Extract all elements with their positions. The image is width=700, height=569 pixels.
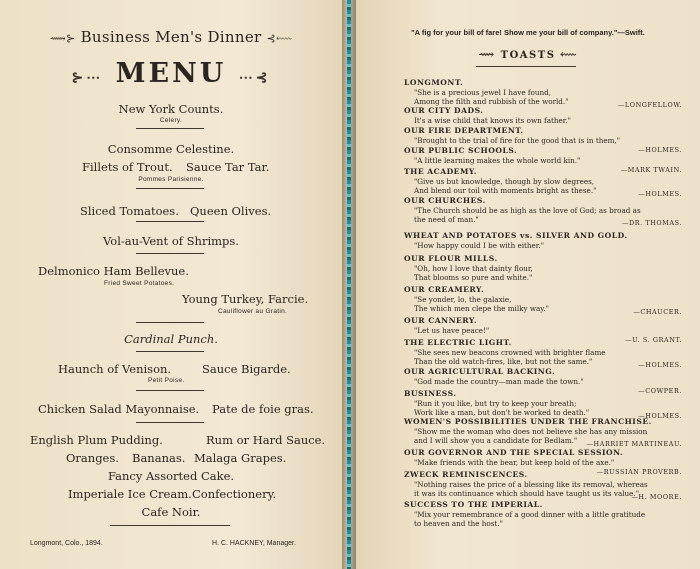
menu-heading: MENU <box>115 58 227 89</box>
toast-quote-line: That blooms so pure and white." <box>414 273 533 282</box>
toasts-left-ornament-icon: ⟿ <box>478 48 496 61</box>
toast-title: THE ACADEMY. <box>404 167 477 176</box>
toast-title: OUR CHURCHES. <box>404 196 486 205</box>
toast-quote-line: the need of man." <box>414 215 479 224</box>
divider <box>136 351 204 352</box>
dish-ice-cream: Imperiale Ice Cream. <box>68 487 192 501</box>
dish-confectionery: Confectionery. <box>192 487 277 501</box>
toast-quote-line: "Give us but knowledge, though by slow degrees, <box>414 177 595 186</box>
toast-title: OUR PUBLIC SCHOOLS. <box>404 146 518 155</box>
toast-quote-line: "Oh, how I love that dainty flour, <box>414 264 533 273</box>
binding-cord <box>347 0 351 569</box>
toast-title: SUCCESS TO THE IMPERIAL. <box>404 500 543 509</box>
toast-quote-line: Work like a man, but don't be worked to death." <box>414 408 590 417</box>
side-sweet-potatoes: Fried Sweet Potatoes. <box>104 280 175 287</box>
dish-tomatoes: Sliced Tomatoes. <box>80 204 179 218</box>
toast-title: WHEAT AND POTATOES vs. SILVER AND GOLD. <box>404 231 628 240</box>
toast-author: —H. MOORE. <box>631 493 682 501</box>
toast-author: —LONGFELLOW. <box>617 101 682 109</box>
divider <box>136 422 204 423</box>
toast-author: —HARRIET MARTINEAU. <box>586 440 682 448</box>
dish-cake: Fancy Assorted Cake. <box>107 469 235 483</box>
bottom-divider <box>110 525 230 526</box>
dish-olives: Queen Olives. <box>190 204 272 218</box>
toast-title: OUR CITY DADS. <box>404 106 484 115</box>
toast-quote-line: "Nothing raises the price of a blessing like its removal, whereas <box>414 480 648 489</box>
divider <box>136 128 204 129</box>
dish-sauce-tar-tar: Sauce Tar Tar. <box>186 160 270 174</box>
toast-author: —HOLMES. <box>638 361 682 369</box>
left-flourish-icon: ⟿⊱ <box>49 32 76 45</box>
toast-quote-line: Than the old watch-fires, like, but not the same." <box>414 357 593 366</box>
toast-quote-line: "She sees new beacons crowned with brighter flame <box>414 348 606 357</box>
toast-quote-line: to heaven and the host." <box>414 519 503 528</box>
toasts-underline <box>476 66 576 67</box>
toast-title: BUSINESS. <box>404 389 457 398</box>
dish-rum-sauce: Rum or Hard Sauce. <box>206 433 326 447</box>
toast-title: OUR CREAMERY. <box>404 285 485 294</box>
toast-quote-line: "Show me the woman who does not believe she has any mission <box>414 427 648 436</box>
dish-bananas: Bananas. <box>132 451 186 465</box>
toast-author: —HOLMES. <box>638 146 682 154</box>
dish-cardinal-punch: Cardinal Punch. <box>124 332 218 346</box>
dish-pate: Pate de foie gras. <box>212 402 314 416</box>
divider <box>136 253 204 254</box>
toast-quote-line: And blend our toil with moments bright as these." <box>414 186 597 195</box>
toast-quote-line: "How happy could I be with either." <box>414 241 545 250</box>
menu-left-ornament-icon: ⊱⋯ <box>71 70 104 86</box>
dish-venison: Haunch of Venison. <box>58 362 172 376</box>
menu-right-ornament-icon: ⋯⊰ <box>238 70 271 86</box>
toast-title: OUR FIRE DEPARTMENT. <box>404 126 524 135</box>
toasts-page <box>356 0 700 569</box>
dish-consomme: Consomme Celestine. <box>107 142 235 156</box>
toast-title: ZWECK REMINISCENCES. <box>404 470 528 479</box>
toast-author: —U. S. GRANT. <box>625 336 682 344</box>
dish-turkey: Young Turkey, Farcie. <box>182 292 309 306</box>
dish-oranges: Oranges. <box>66 451 119 465</box>
right-flourish-icon: ⊰⬳ <box>266 32 293 45</box>
toast-title: OUR FLOUR MILLS. <box>404 254 498 263</box>
toast-title: THE ELECTRIC LIGHT. <box>404 338 512 347</box>
toast-title: WOMEN'S POSSIBILITIES UNDER THE FRANCHISE. <box>404 417 652 426</box>
toast-author: —COWPER. <box>638 387 682 395</box>
footer-location: Longmont, Colo., 1894. <box>30 540 103 547</box>
toast-quote-line: "God made the country—man made the town." <box>414 377 584 386</box>
toast-quote-line: "Mix your remembrance of a good dinner with a little gratitude <box>414 510 646 519</box>
dinner-title-row <box>0 28 342 46</box>
dish-fillets: Fillets of Trout. <box>82 160 173 174</box>
toasts-right-ornament-icon: ⬳ <box>560 48 578 61</box>
toast-author: —RUSSIAN PROVERB. <box>596 468 682 476</box>
dish-ham: Delmonico Ham Bellevue. <box>38 264 189 278</box>
side-cauliflower: Cauliflower au Gratin. <box>218 308 288 315</box>
divider <box>136 188 204 189</box>
toast-quote-line: "A little learning makes the whole world kin." <box>414 156 581 165</box>
toast-author: —DR. THOMAS. <box>621 219 682 227</box>
divider <box>136 221 204 222</box>
toast-quote-line: It's a wise child that knows its own father." <box>414 116 571 125</box>
toast-title: OUR CANNERY. <box>404 316 477 325</box>
toast-author: —HOLMES. <box>638 412 682 420</box>
dish-plum-pudding: English Plum Pudding. <box>30 433 163 447</box>
toast-author: —MARK TWAIN. <box>620 166 682 174</box>
toast-quote-line: "Se yonder, lo, the galaxie, <box>414 295 512 304</box>
toast-title: OUR AGRICULTURAL BACKING. <box>404 367 556 376</box>
divider <box>136 322 204 323</box>
side-pommes: Pommes Parisienne. <box>138 176 204 183</box>
toast-title: OUR GOVERNOR AND THE SPECIAL SESSION. <box>404 448 624 457</box>
side-petit-poise: Petit Poise. <box>148 377 185 384</box>
dinner-title: Business Men's Dinner <box>80 28 262 46</box>
footer-manager: H. C. HACKNEY, Manager. <box>212 540 296 547</box>
dish-new-york-counts: New York Counts. <box>118 102 224 116</box>
dish-grapes: Malaga Grapes. <box>194 451 287 465</box>
epigraph: "A fig for your bill of fare! Show me your bill of company."—Swift. <box>411 28 645 37</box>
dish-sauce-bigarde: Sauce Bigarde. <box>202 362 291 376</box>
menu-heading-row <box>0 58 342 89</box>
dish-cafe-noir: Cafe Noir. <box>141 505 201 519</box>
toast-quote-line: Among the filth and rubbish of the world." <box>414 97 569 106</box>
toasts-heading: TOASTS <box>500 50 556 61</box>
toast-quote-line: "Brought to the trial of fire for the good that is in them," <box>414 136 621 145</box>
toast-quote-line: The which men clepe the milky way." <box>414 304 549 313</box>
toast-quote-line: "She is a precious jewel I have found, <box>414 88 552 97</box>
menu-page <box>0 0 342 569</box>
toasts-heading-row <box>356 48 700 62</box>
toast-quote-line: it was its continuance which should have taught us its value." <box>414 489 640 498</box>
toast-quote-line: "Make friends with the bear, but keep hold of the axe." <box>414 458 615 467</box>
side-celery: Celery. <box>159 117 183 124</box>
toast-quote-line: "Run it you like, but try to keep your breath; <box>414 399 577 408</box>
toast-author: —HOLMES. <box>638 190 682 198</box>
dish-vol-au-vent: Vol-au-Vent of Shrimps. <box>103 234 239 248</box>
toast-quote-line: "The Church should be as high as the love of God; as broad as <box>414 206 641 215</box>
dish-chicken-salad: Chicken Salad Mayonnaise. <box>38 402 200 416</box>
divider <box>136 390 204 391</box>
toast-title: LONGMONT. <box>404 78 464 87</box>
toast-quote-line: and I will show you a candidate for Bedlam." <box>414 436 578 445</box>
toast-quote-line: "Let us have peace!" <box>414 326 490 335</box>
toast-author: —CHAUCER. <box>633 308 682 316</box>
